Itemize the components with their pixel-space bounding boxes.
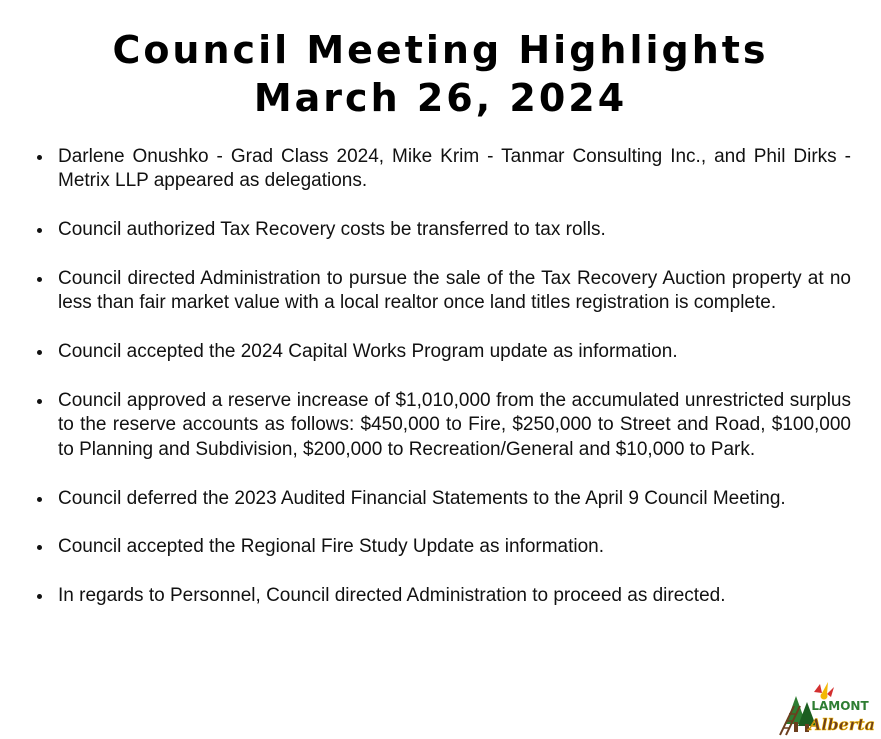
highlight-text: Council approved a reserve increase of $1,010,000 from the accumulated unrestricted surplus to the reserve accounts as follows: $450,000 to Fire, $250,000 to Street and Road, $100,000 to Planning and Subdivision, $200,000 to Recreation/General and $10,000 to Park. <box>58 390 851 460</box>
logo-word-alberta: Alberta <box>808 715 876 734</box>
bullet-icon <box>37 545 42 550</box>
title-line-2: March 26, 2024 <box>253 76 628 120</box>
highlights-list <box>31 145 851 633</box>
bullet-icon <box>37 228 42 233</box>
list-item <box>31 535 851 559</box>
highlight-text: Council accepted the Regional Fire Study Update as information. <box>58 536 605 558</box>
title-line-1: Council Meeting Highlights <box>112 28 769 72</box>
highlight-text: Council accepted the 2024 Capital Works Program update as information. <box>58 341 678 363</box>
list-item <box>31 145 851 194</box>
bullet-icon <box>37 497 42 502</box>
list-item <box>31 487 851 511</box>
bullet-icon <box>37 155 42 160</box>
bullet-icon <box>37 594 42 599</box>
sun-icon <box>814 682 834 700</box>
highlight-text: Darlene Onushko - Grad Class 2024, Mike Krim - Tanmar Consulting Inc., and Phil Dirks - Metrix LLP appeared as delegations. <box>58 146 851 192</box>
logo-word-lamont: LAMONT <box>811 699 869 713</box>
page-title <box>0 26 881 122</box>
bullet-icon <box>37 277 42 282</box>
list-item <box>31 389 851 462</box>
highlight-text: Council authorized Tax Recovery costs be transferred to tax rolls. <box>58 219 606 241</box>
highlight-text: Council directed Administration to pursue the sale of the Tax Recovery Auction property at no less than fair market value with a local realtor once land titles registration is complete. <box>58 268 851 314</box>
list-item <box>31 584 851 608</box>
list-item <box>31 267 851 316</box>
bullet-icon <box>37 350 42 355</box>
lamont-alberta-logo <box>776 678 880 736</box>
highlight-text: Council deferred the 2023 Audited Financial Statements to the April 9 Council Meeting. <box>58 487 786 509</box>
list-item <box>31 218 851 242</box>
highlight-text: In regards to Personnel, Council directed Administration to proceed as directed. <box>58 585 726 607</box>
bullet-icon <box>37 399 42 404</box>
list-item <box>31 340 851 364</box>
